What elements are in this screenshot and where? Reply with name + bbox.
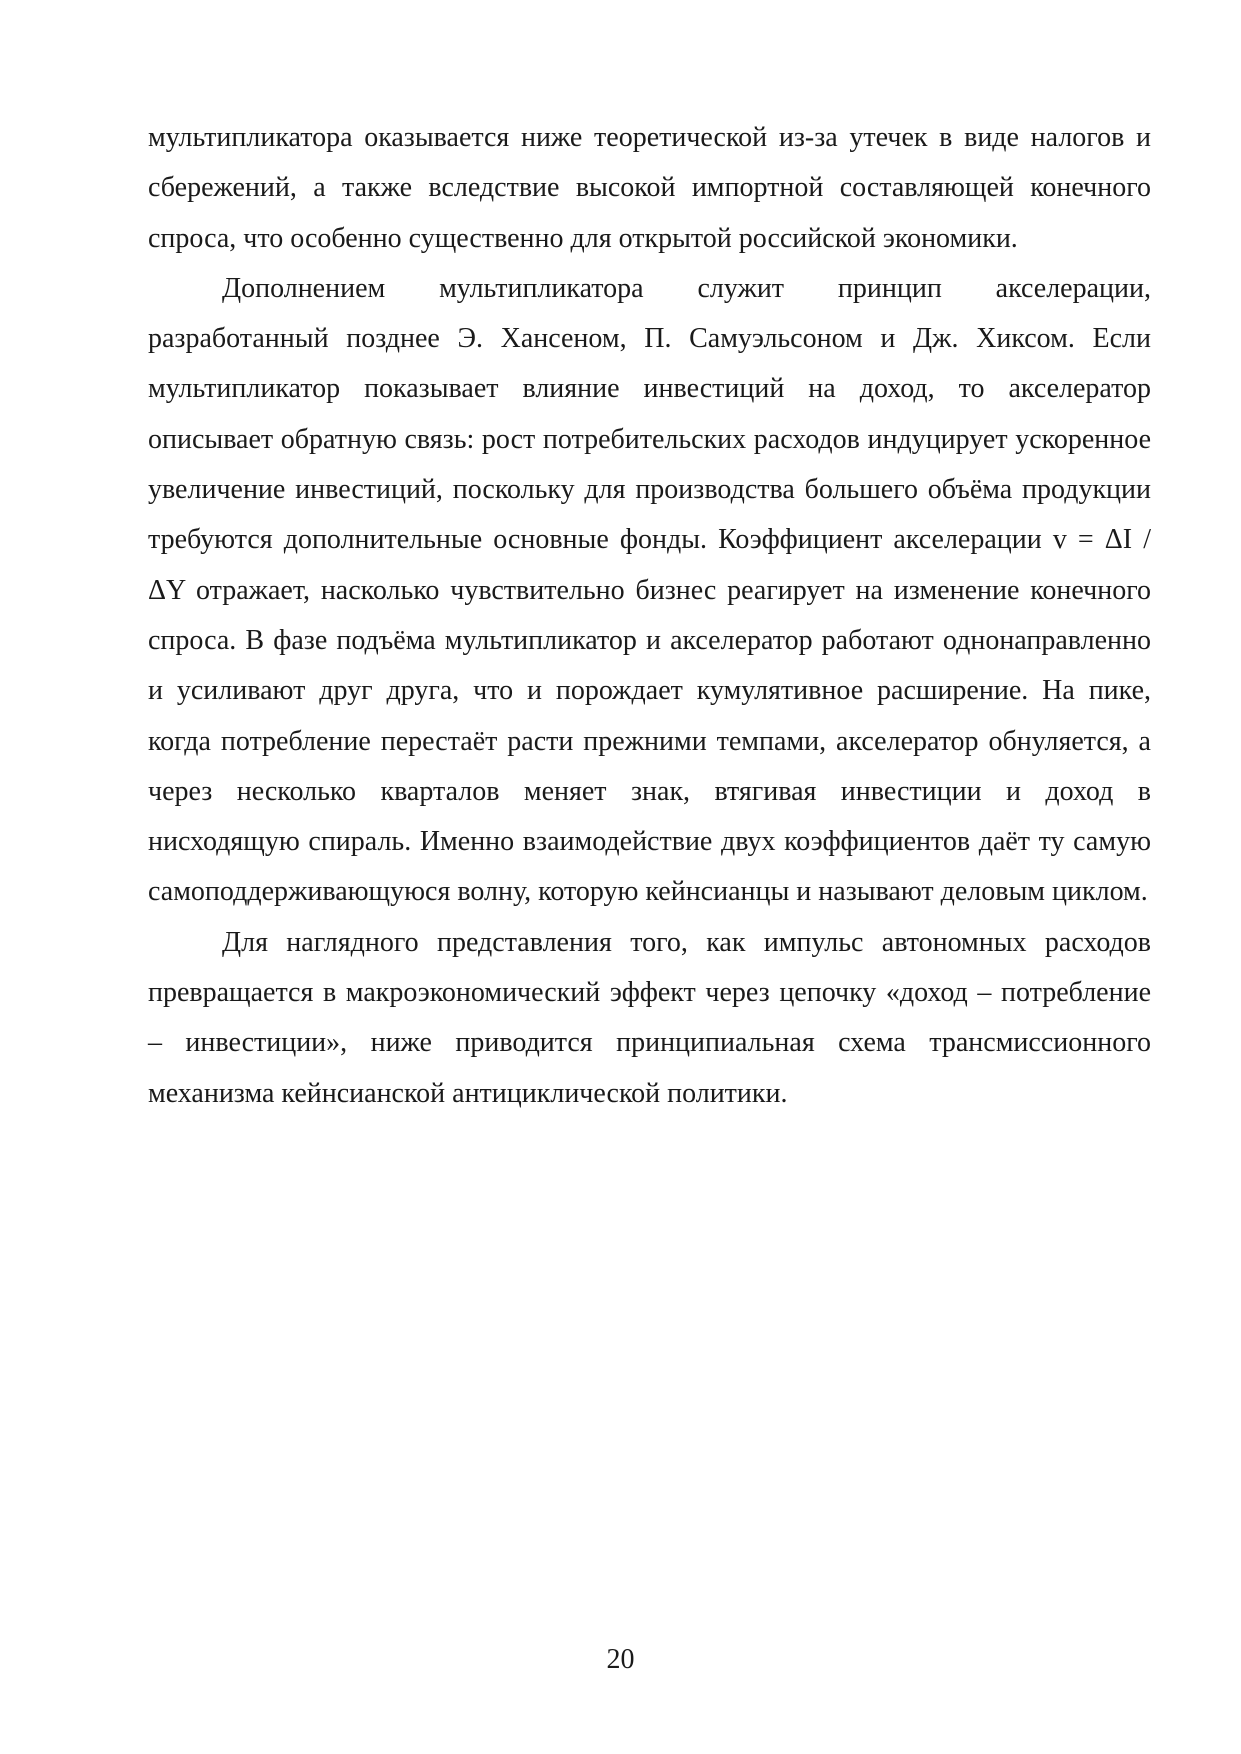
page-number: 20: [606, 1644, 635, 1675]
body-text: [148, 113, 1151, 1119]
paragraph-continuation: мультипликатора оказывается ниже теоретической из-за утечек в виде налогов и сбережений, а также вследствие высокой импортной составляющей конечного спроса, что особенно существенно для открытой российской экономики.: [148, 122, 1151, 254]
paragraph-accelerator-principle: Дополнением мультипликатора служит принцип акселерации, разработанный позднее Э. Хансеном, П. Самуэльсоном и Дж. Хиксом. Если мультипликатор показывает влияние инвестиций на доход, то акселератор описывает обратную связь: рост потребительских расходов индуцирует ускоренное увеличение инвестиций, поскольку для производства большего объёма продукции требуются дополнительные основные фонды. Коэффициент акселерации v = ΔI / ΔY отражает, насколько чувствительно бизнес реагирует на изменение конечного спроса. В фазе подъёма мультипликатор и акселератор работают однонаправленно и усиливают друг друга, что и порождает кумулятивное расширение. На пике, когда потребление перестаёт расти прежними темпами, акселератор обнуляется, а через несколько кварталов меняет знак, втягивая инвестиции и доход в нисходящую спираль. Именно взаимодействие двух коэффициентов даёт ту самую самоподдерживающуюся волну, которую кейнсианцы и называют деловым циклом.: [148, 272, 1151, 908]
paragraph-transmission-scheme-intro: Для наглядного представления того, как импульс автономных расходов превращается в макроэкономический эффект через цепочку «доход – потребление – инвестиции», ниже приводится принципиальная схема трансмиссионного механизма кейнсианской антициклической политики.: [148, 926, 1151, 1109]
